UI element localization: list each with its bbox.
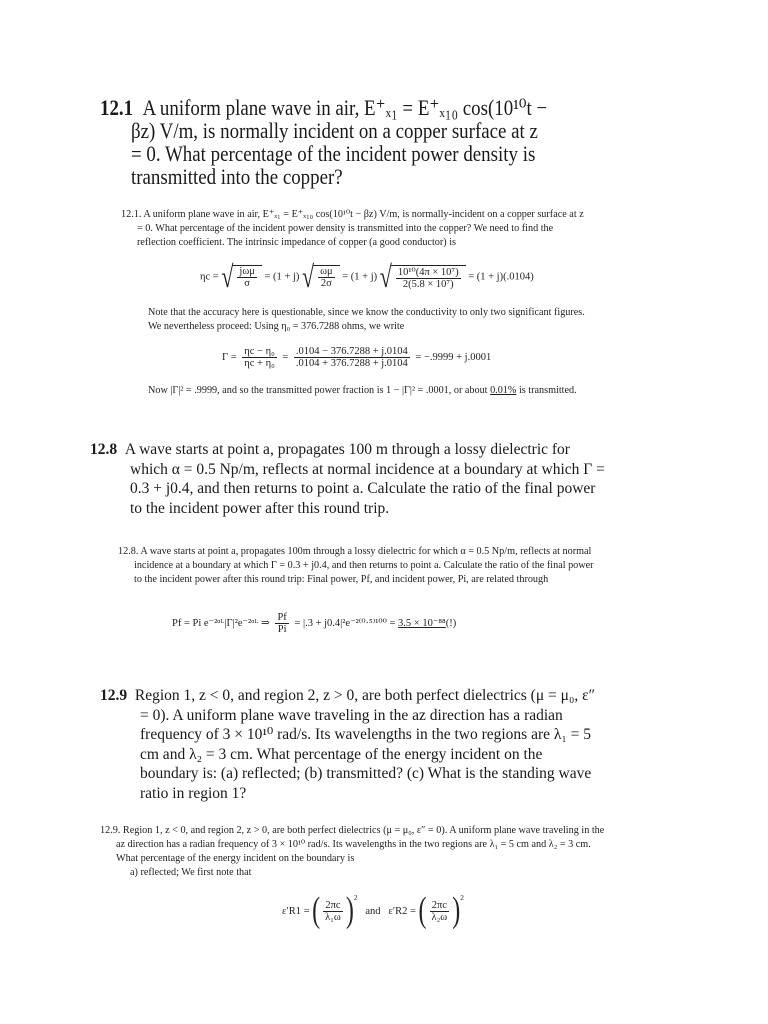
left-paren: ( (312, 891, 321, 931)
eq-term: = (1 + j) (342, 271, 378, 283)
conclusion-text: is transmitted. (518, 385, 577, 396)
answer-value: 0.01% (490, 385, 517, 396)
eq-result: = (1 + j)(.0104) (468, 271, 534, 283)
solution-12-1-conclusion (148, 384, 594, 398)
eq-lhs: Γ = (222, 351, 237, 363)
fraction-numerator: jωμ (239, 266, 255, 277)
exponent: 2 (353, 893, 358, 902)
right-paren: ) (452, 891, 461, 931)
conclusion-text: Now |Γ|² = .9999, and so the transmitted power fraction is 1 − |Γ|² = .0001, or about (148, 385, 488, 396)
solution-paragraph: 12.8. A wave starts at point a, propagates 100m through a lossy dielectric for which α = 0.5 Np/m, reflects at normal incidence at a boundary at which Γ = 0.3 + j0.4, and then returns to point a. Calculate the ratio of the final power to the incident power after this round trip: Final power, Pf, and incident power, Pi, are related through (118, 546, 594, 585)
eq-lhs: ηc = (200, 271, 219, 283)
eq-term: = (1 + j) (264, 271, 300, 283)
equation-reflection-coefficient (222, 346, 491, 369)
solution-12-9 (100, 824, 610, 880)
sqrt-body (232, 265, 261, 289)
solution-12-1 (121, 208, 591, 250)
solution-part-a: a) reflected; We first note that (130, 867, 252, 878)
sqrt-body (313, 265, 340, 289)
eq-lhs: Pf = Pi e⁻²ᵅᴸ|Γ|²e⁻²ᵅᴸ ⇒ (172, 617, 270, 629)
fraction-denominator: 2(5.8 × 10⁷) (402, 278, 454, 290)
problem-text: A wave starts at point a, propagates 100 m through a lossy dielectric for which α = 0.5 Np/m, reflects at normal incidence at a boundary at which Γ = 0.3 + j0.4, and then returns to point a. Calculate the ratio of the final power to the incident power after this round trip. (124, 441, 605, 517)
solution-12-8 (118, 545, 596, 587)
problem-number: 12.8 (90, 441, 118, 458)
eq-term: and (365, 906, 381, 917)
solution-paragraph: 12.1. A uniform plane wave in air, E⁺ₓ₁ = E⁺ₓ₁₀ cos(10¹⁰t − βz) V/m, is normally-incident on a copper surface at z = 0. What percentage of the incident power density is transmitted into the copper? We need to find the reflection coefficient. The intrinsic impedance of copper (a good conductor) is (121, 209, 584, 248)
problem-12-1 (100, 96, 547, 188)
sqrt-body (391, 265, 466, 290)
equation-power-ratio (172, 612, 456, 635)
solution-paragraph: 12.9. Region 1, z < 0, and region 2, z > 0, are both perfect dielectrics (μ = μ₀, ε″ = 0). A uniform plane wave traveling in the az direction has a radian frequency of 3 × 10¹⁰ rad/s. Its wavelengths in the two regions are λ₁ = 5 cm and λ₂ = 3 cm. What percentage of the energy incident on the boundary is (100, 825, 605, 864)
exponent: 2 (460, 893, 464, 902)
eq-term: (!) (445, 617, 457, 629)
sqrt-symbol: √ (379, 258, 392, 294)
problem-12-9 (100, 686, 600, 803)
fraction-denominator: 2σ (320, 278, 332, 289)
fraction-denominator: λ₁ω (325, 912, 341, 924)
fraction-numerator: ηc − η₀ (244, 346, 275, 357)
fraction-numerator: Pf (277, 612, 287, 623)
left-paren: ( (418, 891, 427, 931)
fraction-denominator: σ (244, 278, 250, 289)
eq-result: = −.9999 + j.0001 (415, 351, 492, 363)
right-paren: ) (345, 891, 354, 931)
problem-12-8 (90, 440, 610, 518)
problem-number: 12.9 (100, 687, 128, 704)
fraction-numerator: 2πc (430, 900, 450, 912)
problem-text: Region 1, z < 0, and region 2, z > 0, are both perfect dielectrics (μ = μ₀, ε″ = 0). A uniform plane wave traveling in the az direction has a radian frequency of 3 × 10¹⁰ rad/s. Its wavelengths in the two regions are λ₁ = 5 cm and λ₂ = 3 cm. What percentage of the energy incident on the boundary is: (a) reflected; (b) transmitted? (c) What is the standing wave ratio in region 1? (134, 687, 596, 802)
eq-term: = |.3 + j0.4|²e⁻²⁽⁰·⁵⁾¹⁰⁰ = (294, 617, 396, 629)
fraction-numerator: ωμ (320, 266, 333, 277)
fraction-denominator: λ₂ω (431, 912, 448, 924)
eq-term: = (282, 351, 289, 363)
fraction-numerator: .0104 − 376.7288 + j.0104 (295, 346, 408, 357)
eq-lhs: ε′R2 = (388, 906, 416, 917)
fraction-denominator: ηc + η₀ (244, 358, 275, 369)
fraction-numerator: 2πc (323, 900, 343, 912)
equation-dielectric-constants (282, 891, 464, 931)
fraction-denominator: .0104 + 376.7288 + j.0104 (295, 358, 408, 369)
sqrt-symbol: √ (302, 258, 315, 294)
solution-paragraph: Note that the accuracy here is questionable, since we know the conductivity to only two significant figures. We nevertheless proceed: Using η₀ = 376.7288 ohms, we write (148, 307, 585, 332)
equation-copper-impedance (200, 258, 534, 294)
solution-paragraph (148, 384, 594, 398)
eq-lhs: ε′R1 = (282, 906, 310, 917)
problem-number: 12.1 (100, 95, 134, 120)
problem-text: A uniform plane wave in air, E⁺ₓ₁ = E⁺ₓ₁₀ cos(10¹⁰t − βz) V/m, is normally incident on a copper surface at z = 0. What percentage of the incident power density is transmitted into the copper? (130, 95, 548, 189)
sqrt-symbol: √ (221, 258, 234, 294)
solution-12-1-note (148, 306, 592, 334)
fraction-denominator: Pi (277, 624, 287, 635)
fraction-numerator: 10¹⁰(4π × 10⁷) (397, 266, 459, 278)
answer-value: 3.5 × 10⁻⁸⁸ (398, 617, 446, 629)
